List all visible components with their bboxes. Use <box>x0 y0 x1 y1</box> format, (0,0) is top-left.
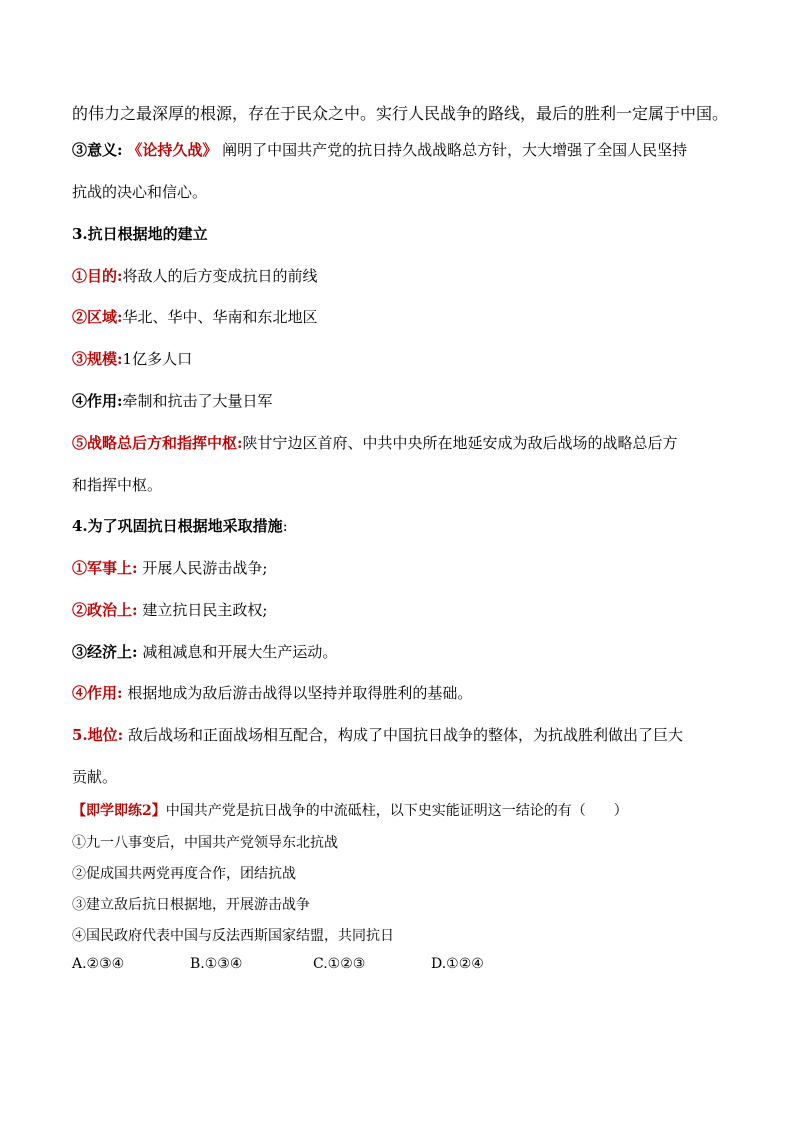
section4-heading-text: 4.为了巩固抗日根据地采取措施 <box>72 517 283 535</box>
meaning-cont: 抗战的决心和信心。 <box>72 183 208 201</box>
section3-item-purpose <box>72 265 318 286</box>
section4-item-economic <box>72 641 337 662</box>
option-c: C.①②③ <box>313 956 366 972</box>
item-label: ③经济上: <box>72 643 138 661</box>
section3-item-rear <box>72 432 678 453</box>
option-b: B.①③④ <box>190 956 243 972</box>
practice-statement: ①九一八事变后，中国共产党领导东北抗战 <box>72 835 338 851</box>
section3-item-region <box>72 306 318 327</box>
meaning-cont-line <box>72 181 207 202</box>
item-label: ⑤战略总后方和指挥中枢: <box>72 434 243 452</box>
section4-heading <box>72 515 288 536</box>
practice-statement: ④国民政府代表中国与反法西斯国家结盟，共同抗日 <box>72 928 394 944</box>
practice-options <box>72 956 484 972</box>
section5-line <box>72 724 683 745</box>
item-text: 1亿多人口 <box>122 350 193 368</box>
section3-heading: 3.抗日根据地的建立 <box>72 225 208 243</box>
item-label: ②政治上: <box>72 601 138 619</box>
section5-cont-line <box>72 766 117 787</box>
practice-statement: ③建立敌后抗日根据地，开展游击战争 <box>72 897 310 913</box>
item-label: ④作用: <box>72 392 123 410</box>
intro-text: 的伟力之最深厚的根源，存在于民众之中。实行人民战争的路线，最后的胜利一定属于中国。 <box>72 104 729 123</box>
item-label: ②区域: <box>72 308 123 326</box>
item-text: 将敌人的后方变成抗日的前线 <box>122 267 318 285</box>
practice-tag: 【即学即练2】 <box>72 803 166 819</box>
section4-item-political <box>72 599 267 620</box>
section5-cont: 贡献。 <box>72 768 118 786</box>
item-cont: 和指挥中枢。 <box>72 476 163 494</box>
option-d: D.①②④ <box>431 956 484 972</box>
practice-question <box>72 800 628 820</box>
section4-item-military <box>72 557 267 578</box>
item-text: 牵制和抗击了大量日军 <box>122 392 273 410</box>
item-text: 开展人民游击战争; <box>142 559 268 577</box>
practice-question-text: 中国共产党是抗日战争的中流砥柱，以下史实能证明这一结论的有（ ） <box>165 803 628 819</box>
item-text: 陕甘宁边区首府、中共中央所在地延安成为敌后战场的战略总后方 <box>242 434 678 452</box>
item-label: ①军事上: <box>72 559 138 577</box>
meaning-label: ③意义: <box>72 141 123 159</box>
section5-text: 敌后战场和正面战场相互配合，构成了中国抗日战争的整体，为抗战胜利做出了巨大 <box>127 726 683 744</box>
item-text: 根据地成为敌后游击战得以坚持并取得胜利的基础。 <box>127 684 473 702</box>
item-label: ③规模: <box>72 350 123 368</box>
item-text: 建立抗日民主政权; <box>142 601 268 619</box>
section4-heading-tail: : <box>282 517 288 535</box>
meaning-book-title: 《论持久战》 <box>127 141 218 159</box>
intro-line <box>72 101 728 124</box>
meaning-line <box>72 139 687 160</box>
item-text: 华北、华中、华南和东北地区 <box>122 308 318 326</box>
practice-statement: ②促成国共两党再度合作，团结抗战 <box>72 866 296 882</box>
section4-item-role <box>72 682 472 703</box>
meaning-text: 阐明了中国共产党的抗日持久战战略总方针，大大增强了全国人民坚持 <box>222 141 688 159</box>
option-a: A.②③④ <box>72 956 125 972</box>
section5-label: 5.地位: <box>72 726 124 744</box>
section3-item-scale <box>72 348 192 369</box>
item-label: ①目的: <box>72 267 123 285</box>
item-label: ④作用: <box>72 684 123 702</box>
item-text: 减租减息和开展大生产运动。 <box>142 643 338 661</box>
section3-item-rear-cont <box>72 474 162 495</box>
section3-item-role <box>72 390 273 411</box>
